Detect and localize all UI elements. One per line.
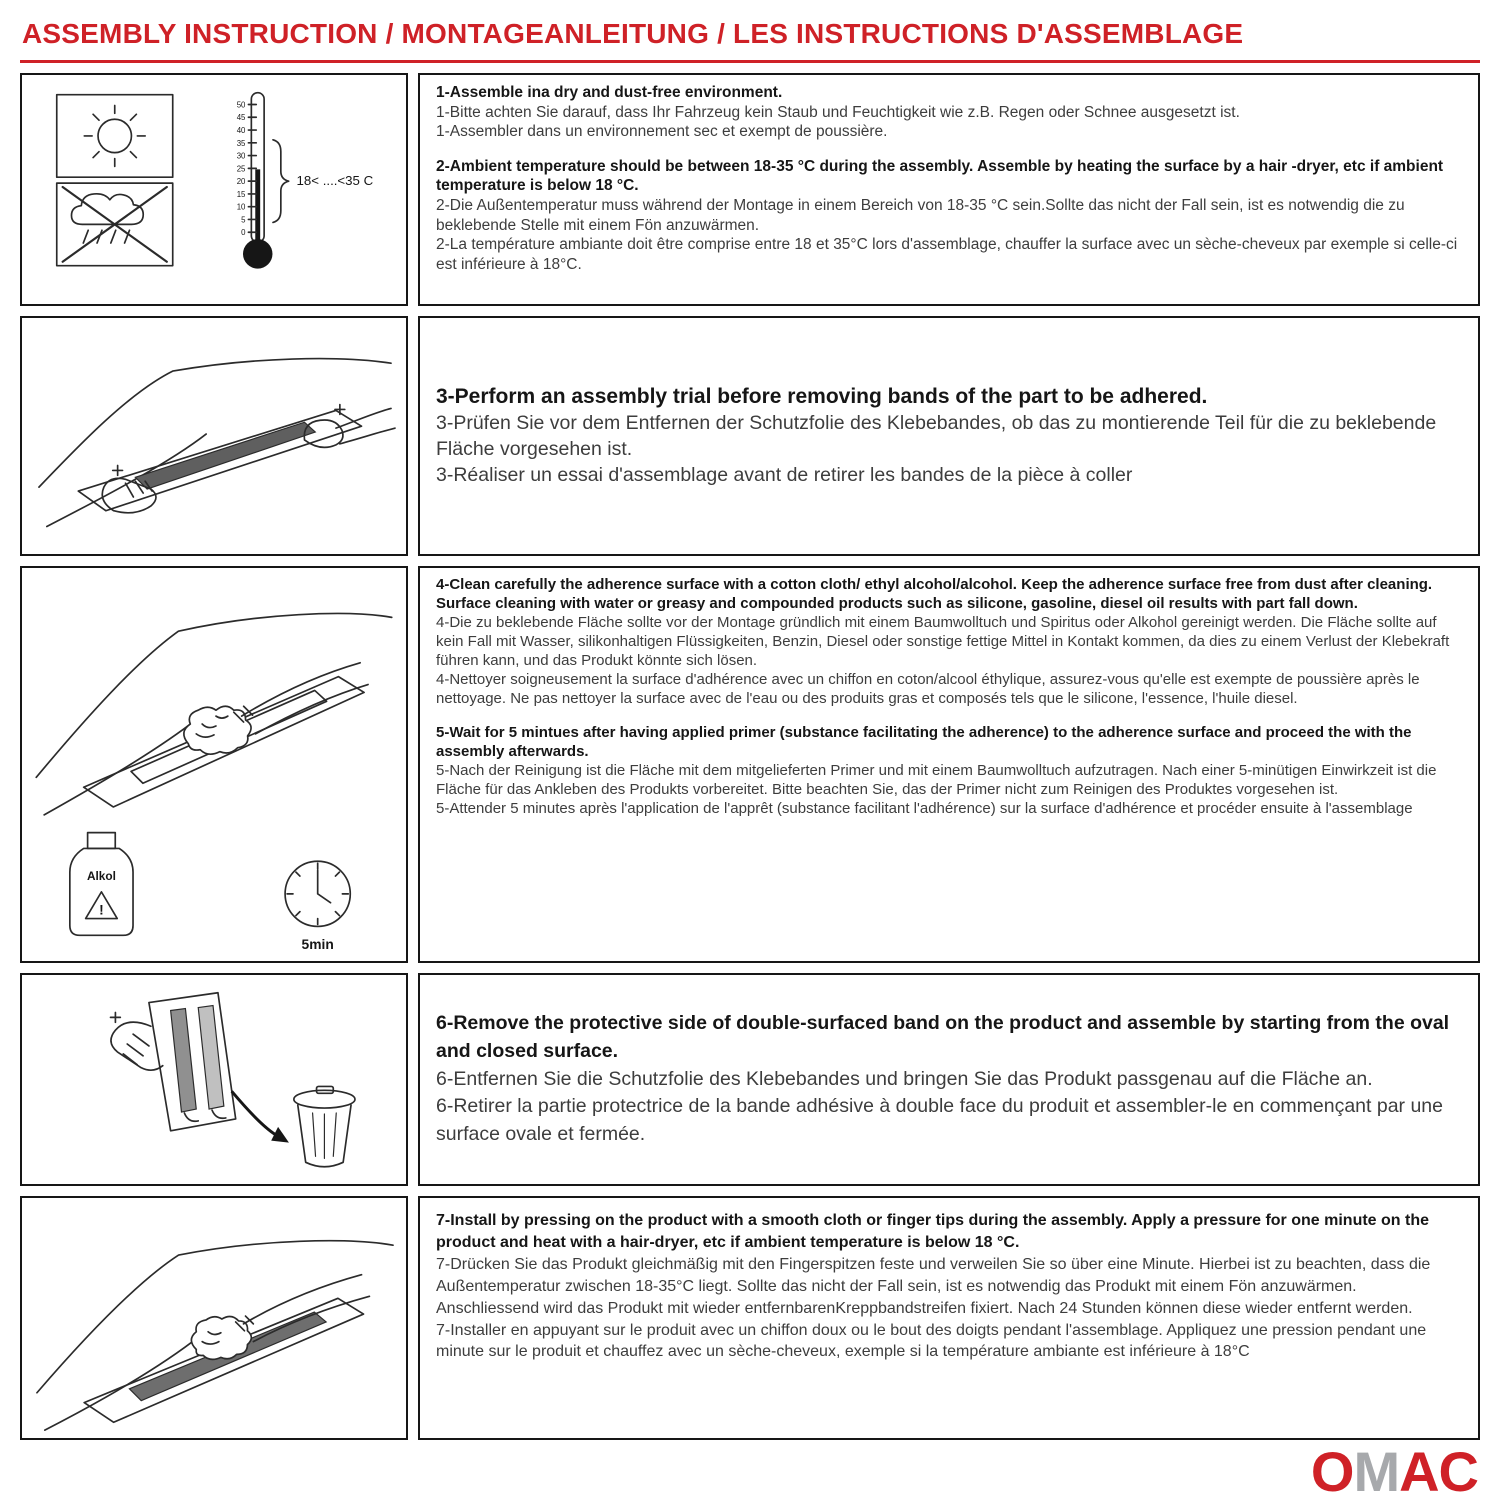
sill-strip [135,422,315,489]
press-install-illustration [22,1198,406,1438]
instruction-paragraph: 4-Nettoyer soigneusement la surface d'adhérence avec un chiffon en coton/alcool éthylique, assurez-vous qu'elle est exempte de poussière après le nettoyage. Ne pas nettoyer la surface avec de l'eau ou des produits gras et composés tels que le silicone, l'essence, l'huile diesel. [436,671,1420,708]
instruction-paragraph: 3-Réaliser un essai d'assemblage avant de retirer les bandes de la pièce à coller [436,463,1133,486]
instruction-paragraph: 3-Perform an assembly trial before removing bands of the part to be adhered. [436,385,1208,409]
instruction-paragraph: 5-Nach der Reinigung ist die Fläche mit dem mitgelieferten Primer und mit einem Baumwolltuch aufzutragen. Nach einer 5-minütigen Einwirkzeit ist die Fläche für das Ankleben des Produkts vorbereitet. Bitte beachten Sie, das der Primer nicht zum Reinigen des Produktes vorgesehen ist. [436,761,1437,798]
instructions-trial-text [418,316,1480,556]
instruction-paragraph: 1-Bitte achten Sie darauf, dass Ihr Fahrzeug kein Staub und Feuchtigkeit wie z.B. Regen oder Schnee ausgesetzt ist. [436,103,1240,121]
bottle-label: Alkol [86,869,116,884]
instruction-paragraph: 2-Ambient temperature should be between 18-35 °C during the assembly. Assemble by heating the surface by a hair -dryer, etc if ambient temperature is below 18 °C. [436,157,1444,195]
svg-text:50: 50 [236,100,246,110]
svg-text:30: 30 [236,151,246,161]
instruction-paragraph: 4-Clean carefully the adherence surface with a cotton cloth/ ethyl alcohol/alcohol. Keep the adherence surface free from dust after cleaning. Surface cleaning with water or greasy and compounded products such as silicone, gasoline, diesel oil results with part fall down. [436,576,1433,613]
instruction-paragraph: 7-Installer en appuyant sur le produit avec un chiffon doux ou le bout des doigts pendant l'assemblage. Appliquez une pression pendant une minute sur le produit et chauffez avec un sèche-cheveux, exemple si la température ambiante est inférieure à 18°C [436,1321,1427,1361]
footer [20,1440,1480,1506]
instruction-row-install [20,1196,1480,1440]
omac-logo-letter: O [1310,1440,1354,1503]
svg-text:35: 35 [236,138,246,148]
instruction-paragraphs [436,1010,1462,1148]
sun-icon [84,105,145,166]
figure-box-environment [20,73,408,306]
door-sill-trial-illustration [22,318,406,554]
trash-can-icon [294,1086,355,1166]
page-title: ASSEMBLY INSTRUCTION / MONTAGEANLEITUNG / LES INSTRUCTIONS D'ASSEMBLAGE [20,14,1480,63]
environment-figure [22,75,406,304]
instruction-paragraph: 1-Assemble ina dry and dust-free environment. [436,84,783,101]
svg-text:25: 25 [236,164,246,174]
instruction-paragraph: 6-Remove the protective side of double-surfaced band on the product and assemble by starting from the oval and closed surface. [436,1012,1450,1062]
instruction-paragraphs [436,383,1462,489]
instruction-paragraph: 2-La température ambiante doit être comprise entre 18 et 35°C lors d'assemblage, chauffer la surface avec un sèche-cheveux par exemple si celle-ci est inférieure à 18°C. [436,236,1458,274]
instruction-paragraph: 1-Assembler dans un environnement sec et exempt de poussière. [436,123,888,141]
instructions-install-text [418,1196,1480,1440]
figure-box-band-removal [20,973,408,1186]
wiping-hand-icon [234,663,368,734]
figure-box-trial [20,316,408,556]
instruction-paragraph: 5-Attender 5 minutes après l'application de l'apprêt (substance facilitant l'adhérence) sur la surface d'adhérence et procéder ensuite à l'assemblage [436,799,1413,817]
svg-text:!: ! [99,901,104,918]
instructions-cleaning-text [418,566,1480,963]
omac-logo-letter: M [1353,1440,1400,1503]
instruction-row-environment [20,73,1480,306]
figure-box-cleaning [20,566,408,963]
range-brace [273,140,289,223]
instruction-paragraphs [436,575,1462,818]
instructions-band-removal-text [418,973,1480,1186]
instruction-paragraph: 6-Entfernen Sie die Schutzfolie des Klebebandes und bringen Sie das Produkt passgenau auf die Fläche an. [436,1067,1373,1090]
no-rain-icon [63,187,167,262]
cleaning-illustration [22,568,406,961]
instruction-paragraph: 5-Wait for 5 mintues after having applied primer (substance facilitating the adherence) to the adherence surface and proceed the with the assembly afterwards. [436,723,1412,760]
thermometer-icon [237,93,374,269]
instruction-row-cleaning [20,566,1480,963]
wait-time-label: 5min [301,936,334,953]
figure-box-install [20,1196,408,1440]
svg-text:20: 20 [236,177,246,187]
omac-logo [1310,1440,1478,1503]
instructions-environment-text [418,73,1480,306]
instruction-row-trial [20,316,1480,556]
svg-text:40: 40 [236,125,246,135]
alcohol-bottle-icon [70,833,133,936]
instruction-paragraph: 7-Install by pressing on the product with a smooth cloth or finger tips during the assembly. Apply a pressure for one minute on the product and heat with a hair-dryer, etc if ambient temperature is below 18 °C. [436,1212,1429,1251]
instruction-row-band-removal [20,973,1480,1186]
svg-text:5: 5 [241,215,246,225]
instruction-paragraphs [436,1210,1462,1363]
omac-logo-letter: A [1399,1440,1439,1503]
temperature-range-label: 18< ....<35 C [296,173,374,189]
instruction-paragraph: 7-Drücken Sie das Produkt gleichmäßig mit den Fingerspitzen feste und verweilen Sie so über eine Minute. Hierbei ist zu beachten, dass die Außentemperatur zwischen 18-35°C liegt. Sollte das nicht der Fall sein, ist es notwendig das Produkt mit einem Fön anzuwärmen. Anschliessend wird das Produkt mit wieder entfernbarenKreppbandstreifen fixiert. Nach 24 Stunden können diese wieder entfernt werden. [436,1255,1431,1317]
omac-logo-letter: C [1438,1440,1478,1503]
svg-text:45: 45 [236,113,246,123]
instruction-paragraph: 3-Prüfen Sie vor dem Entfernen der Schutzfolie des Klebebandes, ob das zu montierende Teil für die zu beklebende Fläche vorgesehen ist. [436,412,1437,460]
clock-icon [285,861,350,952]
adhesive-band-strip [171,1009,197,1113]
svg-text:10: 10 [236,202,246,212]
instruction-paragraphs [436,83,1462,275]
cleaning-cloth-icon [184,706,251,754]
svg-text:0: 0 [241,228,246,238]
adhesive-band-strip [198,1006,224,1110]
instruction-paragraph: 6-Retirer la partie protectrice de la bande adhésive à double face du produit et assembler-le en commençant par une surface ovale et fermée. [436,1095,1444,1146]
instruction-paragraph: 4-Die zu beklebende Fläche sollte vor der Montage gründlich mit einem Baumwolltuch und Spiritus oder Alkohol gereinigt werden. Die Fläche sollte auf kein Fall mit Wasser, silikonhaltigen Flüssigkeiten, Benzin, Diesel oder sonstige fettige Mittel in Kontakt kommen, da dies zu einem Verlust der Klebekraft führen kann, und das Produkt könnte sich lösen. [436,614,1450,670]
svg-text:15: 15 [236,189,246,199]
pressing-cloth-icon [191,1316,251,1359]
instruction-paragraph: 2-Die Außentemperatur muss während der Montage in einem Bereich von 18-35 °C sein.Sollte das nicht der Fall sein, ist es notwendig die zu beklebende Stelle mit einem Fön anzuwärmen. [436,197,1405,234]
arrow-to-trash [232,1091,279,1136]
peel-band-illustration [22,975,406,1184]
